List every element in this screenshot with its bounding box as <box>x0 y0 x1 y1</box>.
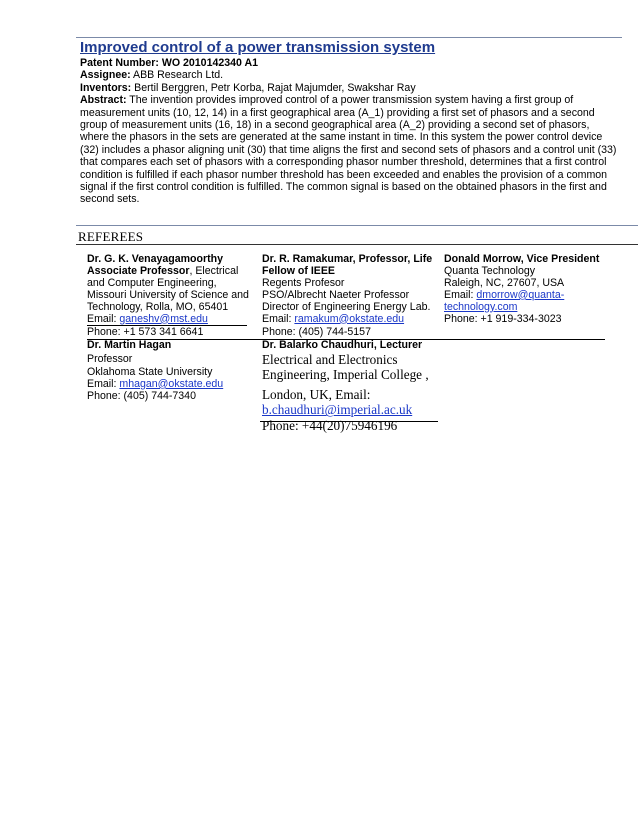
referee-email-line <box>262 314 438 326</box>
email-link[interactable]: dmorrow@quanta- <box>476 288 565 301</box>
assignee-label: Assignee: <box>80 69 131 82</box>
referee-phone: Phone: +1 919-334-3023 <box>444 312 562 325</box>
referee-phone: Phone: +1 573 341 6641 <box>87 326 204 338</box>
email-link[interactable]: ganeshv@mst.edu <box>119 312 208 325</box>
referee-phone: Phone: (405) 744-7340 <box>87 389 196 402</box>
referee-title: Associate Professor <box>87 264 190 277</box>
assignee-value: ABB Research Ltd. <box>133 69 224 82</box>
referee-venayagamoorthy <box>87 254 252 325</box>
referee-email-line <box>87 379 252 391</box>
referee-phone: Phone: +44(20)75946196 <box>262 417 398 433</box>
email-link[interactable]: mhagan@okstate.edu <box>119 377 224 390</box>
referee-name: Dr. G. K. Venayagamoorthy <box>87 253 223 265</box>
referee-name: Donald Morrow, Vice President <box>444 253 600 265</box>
referee-ramakumar <box>262 254 438 325</box>
referee-name: Dr. Balarko Chaudhuri, Lecturer <box>262 339 423 351</box>
inventors-label: Inventors: <box>80 81 132 94</box>
referee-org: Quanta Technology <box>444 264 536 277</box>
email-label: Email: <box>262 312 295 325</box>
patent-entry <box>80 39 620 206</box>
abstract-label: Abstract: <box>80 94 127 107</box>
patent-number-line <box>80 57 620 69</box>
inventors-value: Bertil Berggren, Petr Korba, Rajat Majumder, Swakshar Ray <box>134 81 416 94</box>
referees-divider <box>76 244 638 245</box>
referee-dept-2: Engineering, Imperial College , <box>262 367 429 383</box>
referee-phone: Phone: (405) 744-5157 <box>262 326 371 338</box>
referee-role: Regents Profesor <box>262 276 345 289</box>
referees-heading: REFEREES <box>78 229 144 244</box>
assignee-line <box>80 69 620 81</box>
referee-city: Raleigh, NC, 27607, USA <box>444 276 565 289</box>
referee-dept: , Electrical and Computer Engineering, Missouri University of Science and Technology, Rolla, MO, 65401 <box>87 264 249 313</box>
referee-name: Dr. Martin Hagan <box>87 339 172 351</box>
email-link[interactable]: ramakum@okstate.edu <box>294 312 405 325</box>
cell-rule <box>260 421 438 422</box>
inventors-line <box>80 82 620 94</box>
referee-org: Oklahoma State University <box>87 365 213 378</box>
referee-role-3: Director of Engineering Energy Lab. <box>262 300 431 313</box>
section-divider <box>76 225 638 226</box>
abstract-text: The invention provides improved control of a power transmission system having a first group of measurement units (10, 12, 14) in a first geographical area (A_1) providing a first set of phasors and a second group of measurement units (16, 18) in a second geographical area (A_2) providing a second set of phasors, where the phasors in the sets are generated at the same instant in time. In this system the power control device (32) includes a phasor aligning unit (30) that time aligns the first and second sets of phasors and a control unit (33) that compares each set of phasors with a corresponding phasor number threshold, determines that a first control condition is fulfilled if each phasor number threshold has been exceeded and enables the provision of a common signal if the first control condition is fulfilled. The common signal is based on the obtained phasors in the first and second sets. <box>80 94 617 206</box>
patent-title[interactable]: Improved control of a power transmission system <box>80 39 436 56</box>
referee-email-line <box>87 314 252 326</box>
referee-hagan <box>87 340 252 403</box>
referee-role-2: PSO/Albrecht Naeter Professor <box>262 288 410 301</box>
referee-name: Dr. R. Ramakumar, Professor, Life Fellow of IEEE <box>262 253 433 277</box>
referee-chaudhuri <box>262 340 438 433</box>
referee-city: London, UK, Email: <box>262 386 371 402</box>
email-link-continued[interactable]: technology.com <box>444 300 518 313</box>
email-label: Email: <box>444 288 477 301</box>
abstract-paragraph <box>80 94 620 206</box>
referee-role: Professor <box>87 352 133 365</box>
referee-morrow <box>444 254 614 325</box>
patent-number: WO 2010142340 A1 <box>161 57 259 69</box>
referee-dept: Electrical and Electronics <box>262 351 398 367</box>
email-label: Email: <box>87 377 120 390</box>
referee-affiliation <box>87 266 252 314</box>
email-link[interactable]: b.chaudhuri@imperial.ac.uk <box>262 402 413 418</box>
email-label: Email: <box>87 312 120 325</box>
cell-rule <box>87 325 247 326</box>
patent-number-label: Patent Number: <box>80 57 159 69</box>
top-divider <box>76 37 622 38</box>
